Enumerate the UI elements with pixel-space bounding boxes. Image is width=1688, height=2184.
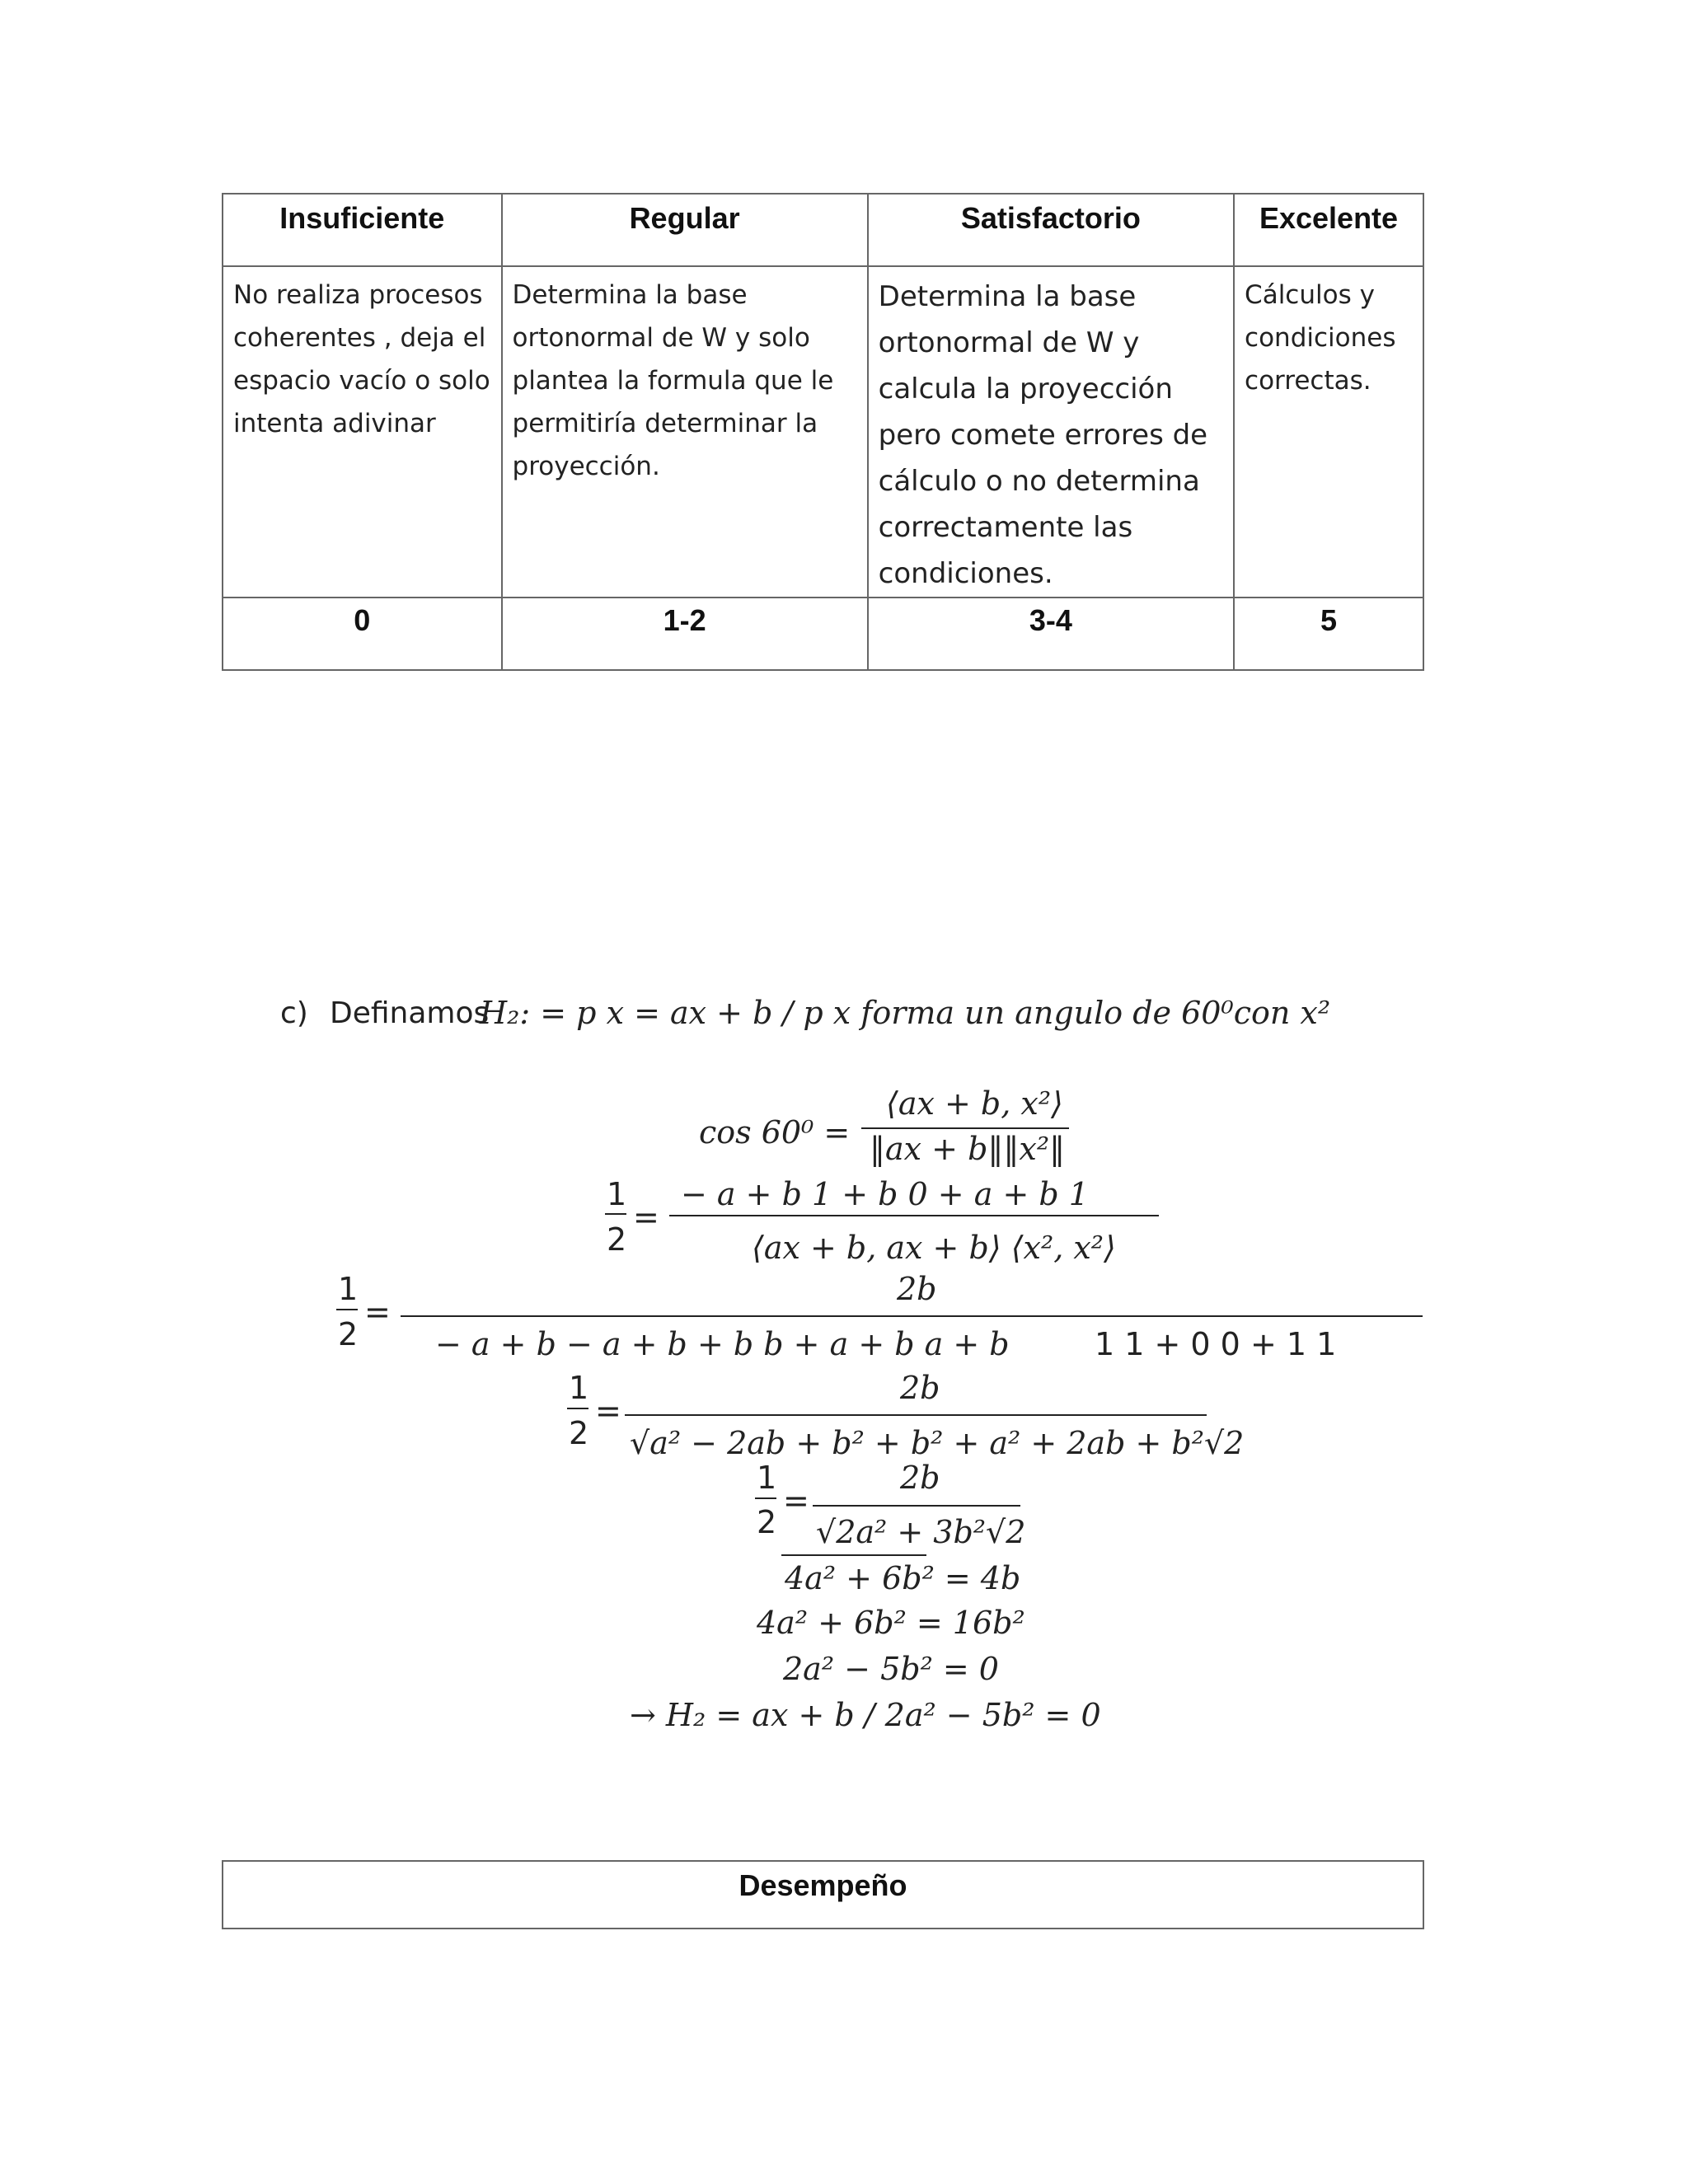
eq6: 4a² + 6b² = 4b	[785, 1560, 1021, 1596]
eq5-half-den: 2	[757, 1504, 777, 1540]
desc-regular: Determina la base ortonormal de W y solo plantea la formula que le permitiría determinar la proyección.	[502, 266, 868, 598]
performance-table	[222, 1860, 1424, 1929]
eq1-lhs: cos 60⁰ =	[699, 1114, 851, 1151]
desc-excelente: Cálculos y condiciones correctas.	[1234, 266, 1423, 598]
performance-header-row	[223, 1861, 1423, 1929]
eq3-half-num: 1	[338, 1271, 359, 1307]
intro-text: Definamos	[330, 996, 490, 1030]
eq5-equals: =	[783, 1483, 809, 1519]
eq4-fraction-bar	[625, 1414, 1207, 1416]
eq2-half-den: 2	[607, 1221, 627, 1258]
eq3-denominator-right: 1 1 + 0 0 + 1 1	[1095, 1326, 1337, 1362]
eq5-half-num: 1	[757, 1460, 777, 1496]
header-satisfactorio: Satisfactorio	[868, 194, 1234, 266]
rubric-description-row	[223, 266, 1423, 598]
score-excelente: 5	[1234, 598, 1423, 670]
eq7: 4a² + 6b² = 16b²	[757, 1605, 1025, 1641]
score-satisfactorio: 3-4	[868, 598, 1234, 670]
eq2-half-num: 1	[607, 1176, 627, 1212]
eq2-half-bar	[605, 1213, 626, 1215]
desc-insuficiente: No realiza procesos coherentes , deja el espacio vacío o solo intenta adivinar	[223, 266, 502, 598]
eq4-denominator: √a² − 2ab + b² + b² + a² + 2ab + b²√2	[630, 1425, 1245, 1461]
eq4-half-bar	[567, 1408, 588, 1409]
eq1-fraction-bar	[861, 1127, 1069, 1129]
eq2-fraction-bar	[669, 1215, 1159, 1216]
desc-satisfactorio: Determina la base ortonormal de W y calcula la proyección pero comete errores de cálculo o no determina correctamente las condiciones.	[868, 266, 1234, 598]
eq5-denominator: √2a² + 3b²√2	[816, 1514, 1026, 1550]
eq4-numerator: 2b	[900, 1370, 940, 1406]
eq3-half-den: 2	[338, 1316, 359, 1352]
header-excelente: Excelente	[1234, 194, 1423, 266]
eq4-equals: =	[595, 1393, 621, 1429]
header-insuficiente: Insuficiente	[223, 194, 502, 266]
eq3-equals: =	[364, 1294, 391, 1330]
rubric-header-row	[223, 194, 1423, 266]
eq5-numerator: 2b	[900, 1460, 940, 1496]
eq2-equals: =	[633, 1199, 659, 1235]
item-label: c)	[280, 996, 308, 1030]
eq6-overline	[781, 1554, 926, 1556]
score-regular: 1-2	[502, 598, 868, 670]
eq2-denominator: ⟨ax + b, ax + b⟩ ⟨x², x²⟩	[752, 1230, 1116, 1266]
eq4-half-den: 2	[569, 1415, 589, 1451]
eq2-numerator: − a + b 1 + b 0 + a + b 1	[681, 1176, 1089, 1212]
eq5-half-bar	[755, 1497, 776, 1499]
performance-header: Desempeño	[223, 1861, 1423, 1929]
rubric-score-row	[223, 598, 1423, 670]
conclusion: → H₂ = ax + b / 2a² − 5b² = 0	[630, 1697, 1101, 1733]
eq5-fraction-bar	[813, 1505, 1020, 1507]
eq3-fraction-bar	[401, 1315, 1423, 1317]
eq8: 2a² − 5b² = 0	[783, 1651, 999, 1687]
header-regular: Regular	[502, 194, 868, 266]
rubric-table	[222, 193, 1424, 671]
eq3-half-bar	[336, 1309, 358, 1310]
eq4-half-num: 1	[569, 1370, 589, 1406]
eq3-numerator: 2b	[897, 1271, 937, 1307]
eq1-numerator: ⟨ax + b, x²⟩	[886, 1085, 1063, 1122]
eq3-denominator-left: − a + b − a + b + b b + a + b a + b	[435, 1326, 1010, 1362]
score-insuficiente: 0	[223, 598, 502, 670]
eq1-denominator: ‖ax + b‖‖x²‖	[870, 1131, 1066, 1167]
set-definition: H₂: = p x = ax + b / p x forma un angulo de 60⁰con x²	[480, 995, 1331, 1031]
